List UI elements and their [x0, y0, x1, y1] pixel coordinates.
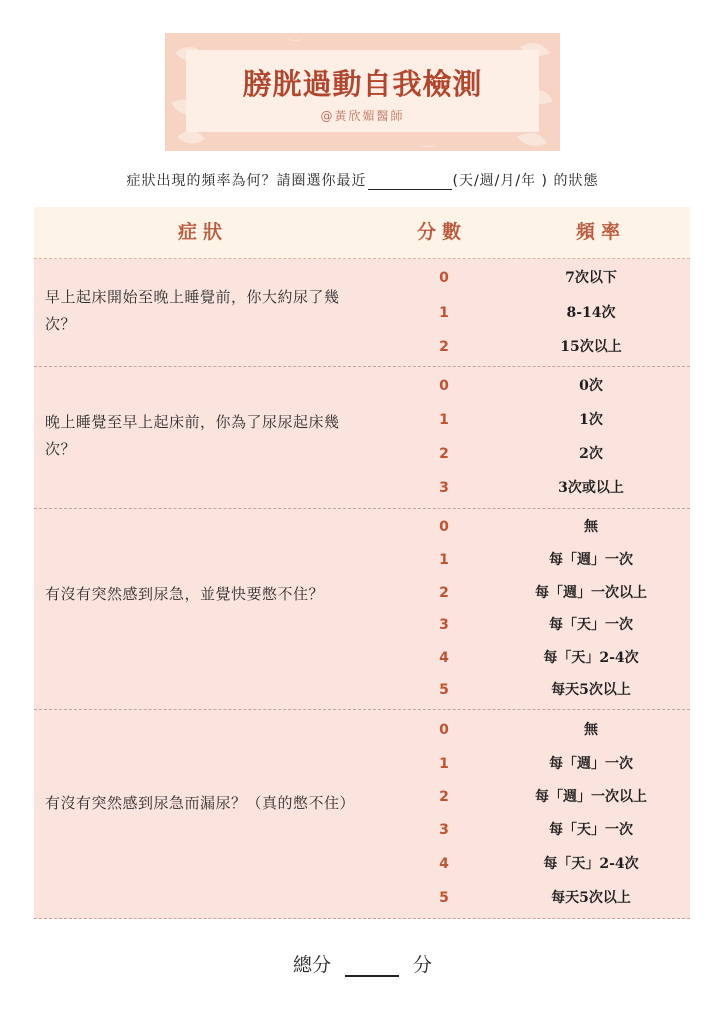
frequency-value: 每「週」一次: [549, 552, 633, 568]
table-row[interactable]: [34, 849, 690, 879]
total-score-line: [0, 950, 725, 977]
score-value: 4: [439, 856, 449, 872]
page-title: 膀胱過動自我檢測: [242, 67, 483, 101]
score-value: 1: [439, 412, 449, 428]
score-value: 0: [439, 378, 449, 394]
total-unit: 分: [413, 954, 433, 976]
table-row[interactable]: [34, 675, 690, 705]
score-value: 3: [439, 822, 449, 838]
score-value: 2: [439, 789, 449, 805]
table-row[interactable]: [34, 643, 690, 673]
table-row[interactable]: [34, 883, 690, 913]
frequency-value: 每「週」一次: [549, 756, 633, 772]
symptom-text: 有沒有突然感到尿急，並覺快要憋不住？: [45, 585, 325, 603]
frequency-value: 每「週」一次以上: [535, 585, 647, 601]
symptom-group-leakage: [34, 710, 690, 919]
total-label: 總分: [292, 954, 331, 976]
table-row[interactable]: [34, 263, 690, 293]
score-value: 0: [439, 270, 449, 286]
banner-panel: [186, 50, 539, 132]
instruction-suffix: (天/週/月/年 ) 的狀態: [452, 173, 599, 189]
frequency-value: 15次以上: [560, 339, 622, 355]
instruction-line: [0, 170, 725, 190]
frequency-value: 無: [584, 519, 598, 535]
score-value: 1: [439, 305, 449, 321]
symptom-text: 早上起床開始至晚上睡覺前，你大約尿了幾次？: [45, 288, 340, 333]
header-frequency: 頻率: [576, 221, 627, 243]
header-symptom: 症狀: [178, 221, 229, 243]
frequency-value: 每天5次以上: [551, 682, 631, 698]
score-value: 1: [439, 756, 449, 772]
score-value: 5: [439, 682, 449, 698]
frequency-value: 0次: [579, 378, 603, 394]
frequency-value: 每「週」一次以上: [535, 789, 647, 805]
score-value: 0: [439, 519, 449, 535]
table-row[interactable]: [34, 371, 690, 401]
header-score: 分數: [417, 221, 468, 243]
table-row[interactable]: [34, 782, 690, 812]
table-row[interactable]: [34, 545, 690, 575]
period-blank-field[interactable]: [368, 175, 452, 190]
author-credit: @黃欣媚醫師: [320, 109, 405, 123]
frequency-value: 每「天」一次: [549, 617, 633, 633]
table-row[interactable]: [34, 439, 690, 469]
score-value: 1: [439, 552, 449, 568]
symptom-group-urgency: [34, 509, 690, 710]
score-value: 3: [439, 617, 449, 633]
score-value: 2: [439, 585, 449, 601]
table-row[interactable]: [34, 405, 690, 435]
table-row[interactable]: [34, 473, 690, 503]
title-banner: [165, 33, 560, 151]
symptom-group-daytime: [34, 259, 690, 367]
frequency-value: 1次: [579, 412, 603, 428]
score-value: 4: [439, 650, 449, 666]
frequency-value: 3次或以上: [558, 480, 624, 496]
score-value: 5: [439, 890, 449, 906]
instruction-prefix: 症狀出現的頻率為何？請圈選你最近: [126, 173, 367, 189]
score-value: 2: [439, 339, 449, 355]
table-row[interactable]: [34, 715, 690, 745]
score-value: 2: [439, 446, 449, 462]
symptom-group-nighttime: [34, 367, 690, 509]
frequency-value: 無: [584, 722, 598, 738]
frequency-value: 7次以下: [565, 270, 617, 286]
frequency-value: 每「天」2-4次: [543, 650, 639, 666]
table-row[interactable]: [34, 610, 690, 640]
total-score-field[interactable]: [345, 957, 399, 977]
symptom-text: 晚上睡覺至早上起床前，你為了尿尿起床幾次？: [45, 413, 340, 458]
score-value: 0: [439, 722, 449, 738]
frequency-value: 2次: [579, 446, 603, 462]
symptom-text: 有沒有突然感到尿急而漏尿？（真的憋不住）: [45, 794, 356, 812]
table-row[interactable]: [34, 749, 690, 779]
table-row[interactable]: [34, 512, 690, 542]
score-value: 3: [439, 480, 449, 496]
table-row[interactable]: [34, 578, 690, 608]
frequency-value: 每天5次以上: [551, 890, 631, 906]
frequency-value: 每「天」2-4次: [543, 856, 639, 872]
frequency-value: 8-14次: [566, 305, 616, 321]
table-row[interactable]: [34, 332, 690, 362]
frequency-value: 每「天」一次: [549, 822, 633, 838]
table-row[interactable]: [34, 298, 690, 328]
table-row[interactable]: [34, 815, 690, 845]
table-header: [34, 207, 690, 259]
symptom-score-table: [34, 207, 690, 919]
